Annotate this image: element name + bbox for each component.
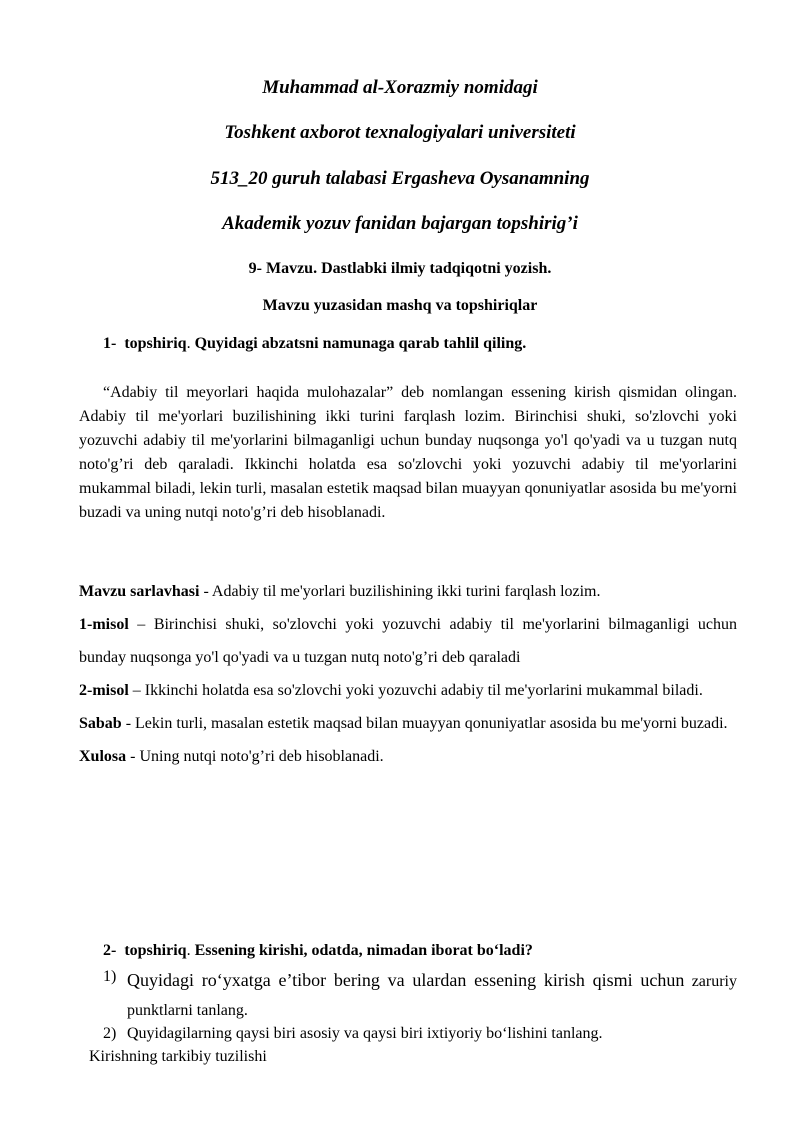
- task-2-sep: .: [186, 942, 191, 959]
- header-line-4: Akademik yozuv fanidan bajargan topshirig’i: [222, 213, 578, 234]
- header-line-3: 513_20 guruh talabasi Ergasheva Oysanamning: [210, 168, 590, 189]
- essay-paragraph: “Adabiy til meyorlari haqida mulohazalar” deb nomlangan essening kirish qismidan olingan. Adabiy til me'yorlari buzilishining ikki turini farqlash lozim. Birinchisi shuki, so'zlovchi yoki yozuvchi adabiy til me'yorlarini bilmaganligi uchun bunday nuqsonga yo'l qo'yadi va u tuzgan nutq noto'g’ri deb qaraladi. Ikkinchi holatda esa so'zlovchi yoki yozuvchi adabiy til me'yorlarini mukammal biladi, lekin turli, masalan estetik maqsad bilan muayyan qonuniyatlar asosida bu me'yorni buzadi va uning nutqi noto'g’ri deb hisoblanadi.: [79, 384, 737, 521]
- task-2-number: 2-: [103, 942, 117, 959]
- header-line-2: Toshkent axborot texnalogiyalari universiteti: [224, 122, 576, 143]
- task-1-number: 1-: [103, 335, 117, 352]
- item-1-number: 1): [103, 968, 117, 985]
- task-2-text: Essening kirishi, odatda, nimadan iborat bo‘ladi?: [194, 942, 533, 959]
- header-line-1: Muhammad al-Xorazmiy nomidagi: [262, 77, 538, 98]
- analysis-example-1: 1-misol – Birinchisi shuki, so'zlovchi yoki yozuvchi adabiy til me'yorlarini bilmaganligi uchun bunday nuqsonga yo'l qo'yadi va u tuzgan nutq noto'g’ri deb qaraladi: [79, 616, 738, 666]
- item-2-text: Quyidagilarning qaysi biri asosiy va qaysi biri ixtiyoriy bo‘lishini tanlang.: [127, 1025, 603, 1042]
- task-2-item-1: [103, 966, 738, 1019]
- task-1-sep: .: [186, 335, 191, 352]
- topic-subtitle: Mavzu yuzasidan mashq va topshiriqlar: [262, 297, 538, 314]
- item-1-text: Quyidagi ro‘yxatga e’tibor bering va ulardan essening kirish qismi uchun zaruriy punktlarni tanlang.: [127, 970, 738, 1019]
- analysis-reason: Sabab - Lekin turli, masalan estetik maqsad bilan muayyan qonuniyatlar asosida bu me'yorni buzadi.: [79, 715, 728, 732]
- introduction-structure-label: Kirishning tarkibiy tuzilishi: [89, 1048, 267, 1065]
- task-1-heading: [103, 333, 526, 355]
- task-2-heading: [103, 940, 533, 962]
- analysis-list: [79, 575, 737, 773]
- task-2-label: topshiriq: [124, 942, 187, 959]
- task-1-label: topshiriq: [124, 335, 187, 352]
- analysis-example-2: 2-misol – Ikkinchi holatda esa so'zlovchi yoki yozuvchi adabiy til me'yorlarini mukammal biladi.: [79, 682, 703, 699]
- analysis-conclusion: Xulosa - Uning nutqi noto'g’ri deb hisoblanadi.: [79, 748, 384, 765]
- topic-title: 9- Mavzu. Dastlabki ilmiy tadqiqotni yozish.: [248, 260, 552, 277]
- item-2-number: 2): [103, 1025, 117, 1042]
- task-1-text: Quyidagi abzatsni namunaga qarab tahlil qiling.: [194, 335, 527, 352]
- analysis-topic-heading: Mavzu sarlavhasi - Adabiy til me'yorlari buzilishining ikki turini farqlash lozim.: [79, 583, 601, 600]
